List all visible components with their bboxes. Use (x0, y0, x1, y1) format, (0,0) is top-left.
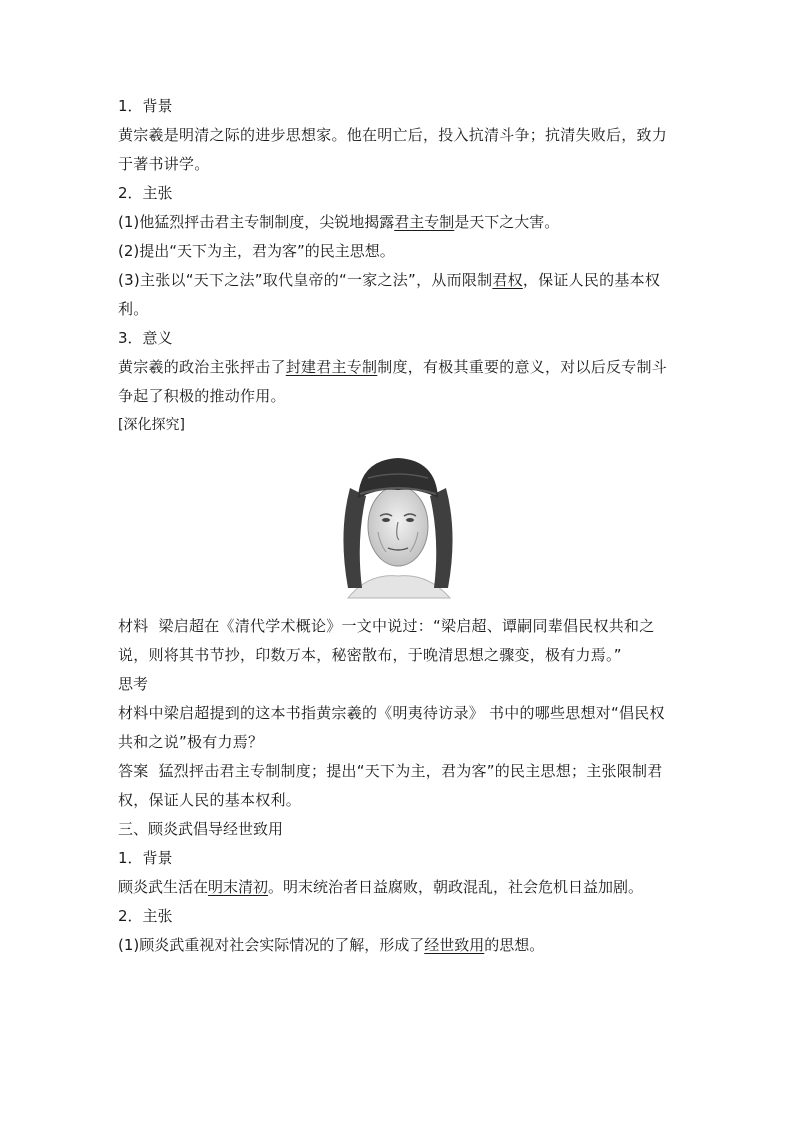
background-heading: 1．背景 (118, 97, 173, 115)
section-3-title: 三、顾炎武倡导经世致用 (118, 820, 284, 838)
claim-3 (118, 266, 678, 324)
claim-1-underlined: 君主专制 (394, 213, 455, 231)
significance-underlined: 封建君主专制 (285, 358, 378, 376)
claim-1 (118, 208, 678, 237)
section-3-claim-1 (118, 931, 678, 960)
material-paragraph (118, 612, 678, 670)
portrait-image (328, 448, 468, 608)
answer-label: 答案 (118, 762, 149, 780)
claim-1-text: (1)他猛烈抨击君主专制制度，尖锐地揭露 (118, 213, 395, 231)
section-3-background-heading: 1．背景 (118, 849, 173, 867)
section-3-bg-start: 顾炎武生活在 (118, 878, 209, 896)
claim-3-underlined: 君权 (492, 271, 523, 289)
material-text: 梁启超在《清代学术概论》一文中说过：“梁启超、谭嗣同辈倡民权共和之说，则将其书节抄，印数万本，秘密散布，于晚清思想之骤变，极有力焉。” (118, 617, 655, 664)
significance-text-end: 制度，有极其重要的意义，对以后反专制斗争起了积极的推动作用。 (118, 358, 668, 405)
section-3-background-text (118, 873, 678, 902)
section-3-claim-1-end: 的思想。 (484, 936, 545, 954)
significance-text-start: 黄宗羲的政治主张抨击了 (118, 358, 286, 376)
significance-heading: 3．意义 (118, 329, 173, 347)
document-page (118, 92, 678, 960)
claim-2: (2)提出“天下为主，君为客”的民主思想。 (118, 242, 395, 260)
claim-3-text-end: ，保证人民的基本权利。 (118, 271, 661, 318)
material-label: 材料 (118, 617, 149, 635)
section-3-claim-1-underlined: 经世致用 (424, 936, 485, 954)
think-text: 材料中梁启超提到的这本书指黄宗羲的《明夷待访录》 书中的哪些思想对“倡民权共和之说”极有力焉？ (118, 704, 665, 751)
section-3-bg-underlined: 明末清初 (208, 878, 269, 896)
answer-text: 猛烈抨击君主专制制度；提出“天下为主，君为客”的民主思想；主张限制君权，保证人民的基本权利。 (118, 762, 663, 809)
claim-3-text: (3)主张以“天下之法”取代皇帝的“一家之法”，从而限制 (118, 271, 493, 289)
significance-text (118, 353, 678, 411)
claim-1-text-end: 是天下之大害。 (454, 213, 560, 231)
claims-heading: 2．主张 (118, 184, 173, 202)
answer-paragraph (118, 757, 678, 815)
think-label: 思考 (118, 675, 149, 693)
section-3-claims-heading: 2．主张 (118, 907, 173, 925)
explore-tag: [深化探究] (118, 417, 185, 433)
background-text: 黄宗羲是明清之际的进步思想家。他在明亡后，投入抗清斗争；抗清失败后，致力于著书讲学。 (118, 126, 668, 173)
section-3-claim-1-start: (1)顾炎武重视对社会实际情况的了解，形成了 (118, 936, 425, 954)
section-3-bg-end: 。明末统治者日益腐败，朝政混乱，社会危机日益加剧。 (268, 878, 644, 896)
